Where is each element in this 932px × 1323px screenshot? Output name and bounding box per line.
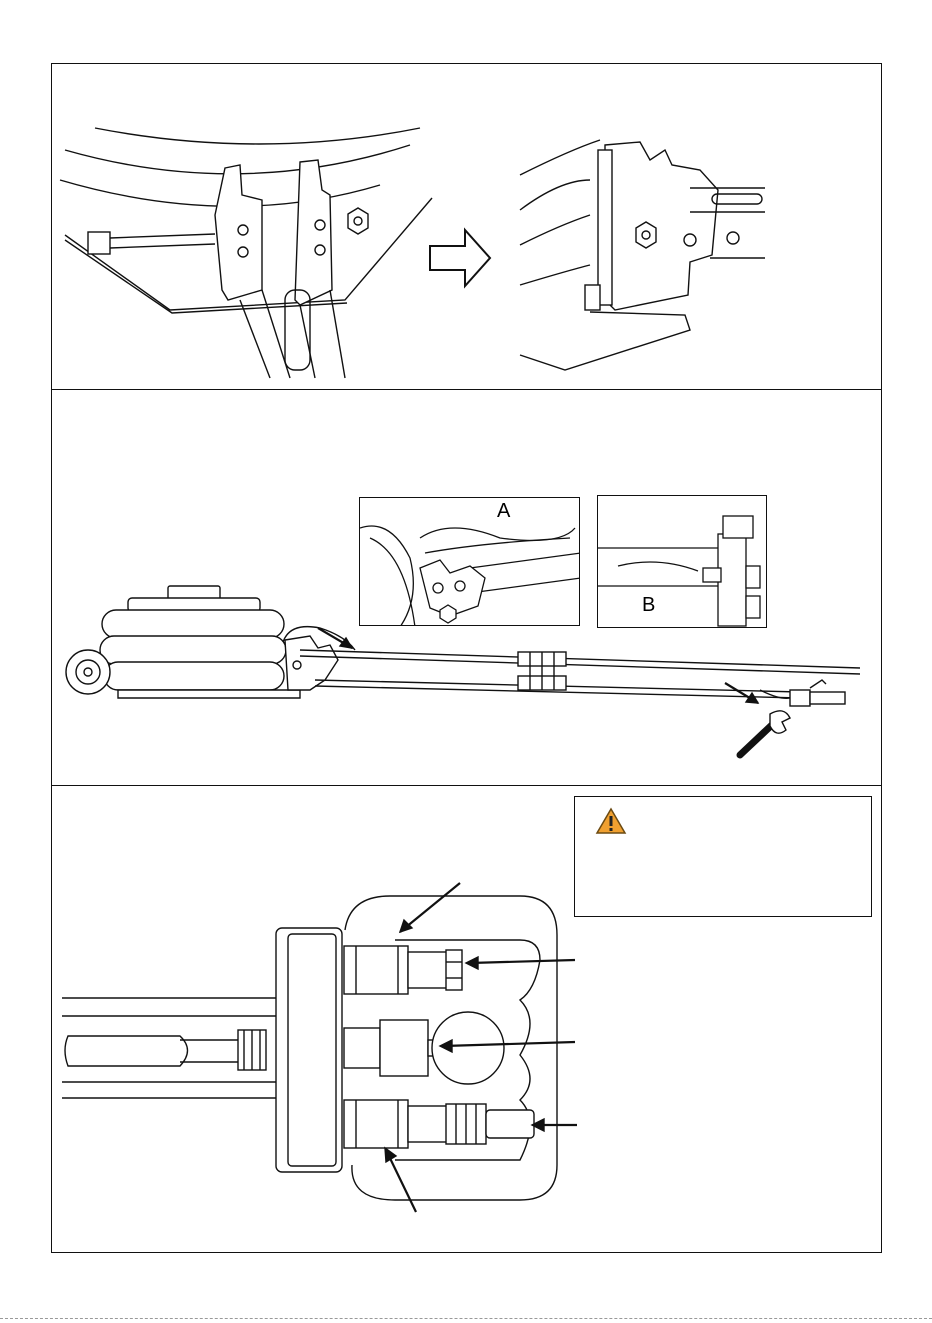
panel1-right-bracket-view xyxy=(520,140,765,370)
warning-box xyxy=(574,796,872,917)
right-arrow-icon xyxy=(430,230,490,286)
warning-triangle-icon xyxy=(595,807,627,835)
inset-b xyxy=(597,495,767,628)
page-bottom-edge xyxy=(0,1318,932,1319)
inset-a-drawing xyxy=(360,498,580,626)
inset-b-label: B xyxy=(642,594,656,616)
panel1-left-bracket-view xyxy=(60,128,432,378)
inset-a xyxy=(359,497,580,626)
inset-b-drawing xyxy=(598,496,767,628)
inset-a-label: A xyxy=(497,500,511,522)
valve-block-detail xyxy=(62,883,577,1212)
